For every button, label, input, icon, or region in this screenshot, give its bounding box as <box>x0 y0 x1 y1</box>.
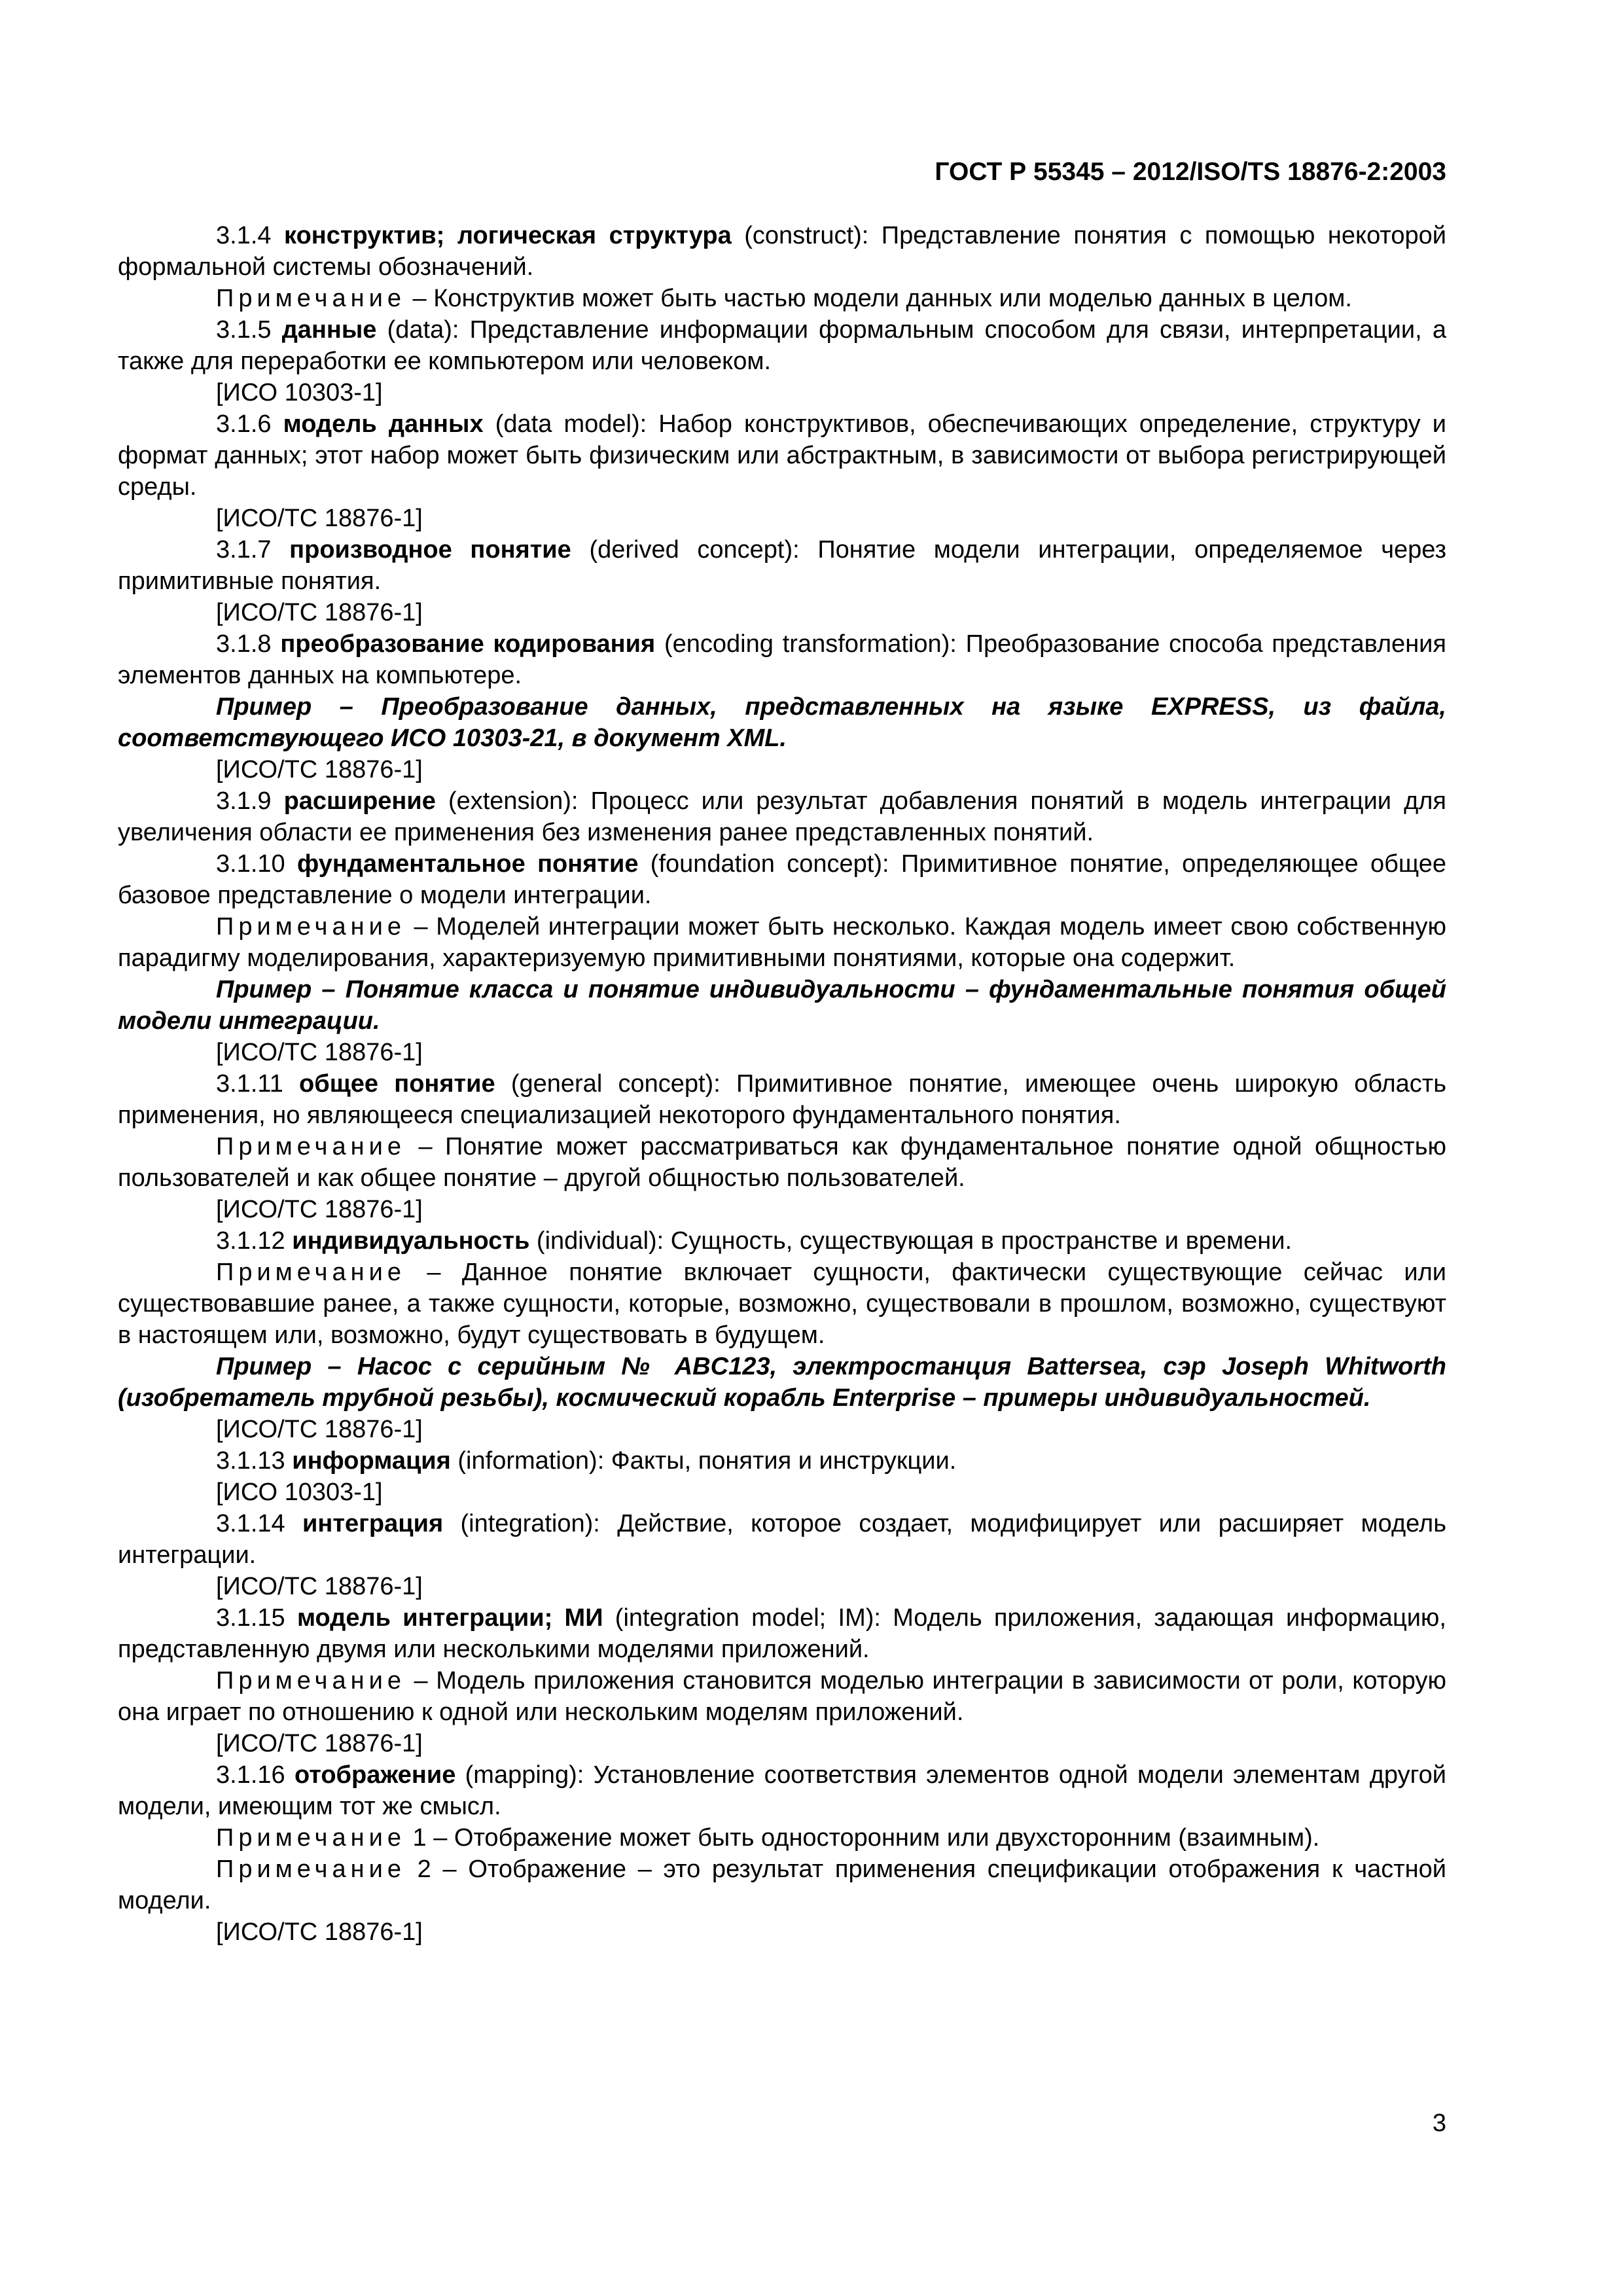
term-definition <box>118 1759 1446 1822</box>
term-description: (individual): Сущность, существующая в пространстве и времени. <box>529 1227 1293 1255</box>
term-name: расширение <box>283 787 436 815</box>
term-name: информация <box>292 1447 451 1475</box>
term-name: модель интеграции; МИ <box>296 1604 603 1632</box>
term-number: 3.1.9 <box>216 787 284 815</box>
note-label: Примечание <box>216 1133 406 1160</box>
document-body <box>118 220 1446 1948</box>
term-definition <box>118 628 1446 691</box>
term-number: 3.1.11 <box>216 1070 300 1098</box>
reference-line: [ИСО 10303-1] <box>216 379 383 406</box>
reference-line: [ИСО/ТС 18876-1] <box>216 1730 423 1757</box>
note-label: Примечание <box>216 1856 406 1883</box>
note-text: – Данное понятие включает сущности, фактически существующие сейчас или существовавшие ранее, а также сущности, которые, возможно, существовали в прошлом, возможно, существуют в настоящем или, возможно, будут существовать в будущем. <box>118 1259 1446 1349</box>
note-paragraph <box>118 283 1446 314</box>
term-description: (encoding transformation): Преобразование способа представления элементов данных на компьютере. <box>118 630 1446 689</box>
reference-line: [ИСО/ТС 18876-1] <box>216 505 423 532</box>
example-paragraph: Пример – Преобразование данных, представленных на языке EXPRESS, из файла, соответствующего ИСО 10303-21, в документ XML. <box>118 693 1446 752</box>
document-header: ГОСТ Р 55345 – 2012/ISO/TS 18876-2:2003 <box>935 158 1446 186</box>
term-name: конструктив; логическая структура <box>284 222 732 249</box>
note-text: – Понятие может рассматриваться как фундаментальное понятие одной общностью пользователей и как общее понятие – другой общностью пользователей. <box>118 1133 1446 1192</box>
term-name: отображение <box>294 1761 456 1789</box>
note-paragraph <box>118 1131 1446 1194</box>
term-number: 3.1.15 <box>216 1604 297 1632</box>
reference-line: [ИСО/ТС 18876-1] <box>216 1196 423 1223</box>
term-definition <box>118 220 1446 283</box>
term-definition <box>118 1445 1446 1477</box>
reference-line: [ИСО/ТС 18876-1] <box>216 599 423 626</box>
term-definition <box>118 1508 1446 1571</box>
term-description: (extension): Процесс или результат добавления понятий в модель интеграции для увеличения области ее применения без изменения ранее представленных понятий. <box>118 787 1446 846</box>
term-definition <box>118 1068 1446 1131</box>
note-label: Примечание <box>216 285 406 312</box>
term-description: (data model): Набор конструктивов, обеспечивающих определение, структуру и формат данных; этот набор может быть физическим или абстрактным, в зависимости от выбора регистрирующей среды. <box>118 410 1446 501</box>
term-name: модель данных <box>283 410 484 438</box>
note-text: – Конструктив может быть частью модели данных или моделью данных в целом. <box>405 285 1352 312</box>
note-text: – Моделей интеграции может быть несколько. Каждая модель имеет свою собственную парадигму моделирования, характеризуемую примитивными понятиями, которые она содержит. <box>118 913 1446 972</box>
term-description: (data): Представление информации формальным способом для связи, интерпретации, а также для переработки ее компьютером или человеком. <box>118 316 1446 375</box>
term-number: 3.1.5 <box>216 316 282 344</box>
term-definition <box>118 848 1446 911</box>
term-description: (general concept): Примитивное понятие, имеющее очень широкую область применения, но являющееся специализацией некоторого фундаментального понятия. <box>118 1070 1446 1129</box>
term-name: индивидуальность <box>292 1227 530 1255</box>
page-number: 3 <box>1432 2109 1446 2137</box>
note-paragraph <box>118 1665 1446 1728</box>
term-description: (information): Факты, понятия и инструкции. <box>450 1447 957 1475</box>
note-label: Примечание <box>216 1259 406 1286</box>
reference-line: [ИСО/ТС 18876-1] <box>216 756 423 783</box>
term-name: производное понятие <box>289 536 571 564</box>
term-definition <box>118 408 1446 503</box>
term-number: 3.1.12 <box>216 1227 293 1255</box>
reference-line: [ИСО/ТС 18876-1] <box>216 1573 423 1600</box>
reference-line: [ИСО/ТС 18876-1] <box>216 1039 423 1066</box>
term-number: 3.1.7 <box>216 536 290 564</box>
note-text: – Модель приложения становится моделью интеграции в зависимости от роли, которую она играет по отношению к одной или нескольким моделям приложений. <box>118 1667 1446 1726</box>
term-number: 3.1.16 <box>216 1761 294 1789</box>
note-paragraph <box>118 1854 1446 1916</box>
term-description: (foundation concept): Примитивное понятие, определяющее общее базовое представление о модели интеграции. <box>118 850 1446 909</box>
term-name: фундаментальное понятие <box>296 850 639 878</box>
term-definition <box>118 534 1446 597</box>
example-paragraph: Пример – Понятие класса и понятие индивидуальности – фундаментальные понятия общей модели интеграции. <box>118 976 1446 1035</box>
reference-line: [ИСО 10303-1] <box>216 1479 383 1506</box>
example-paragraph: Пример – Насос с серийным № ABC123, электростанция Battersea, сэр Joseph Whitworth (изобретатель трубной резьбы), космический корабль Enterprise – примеры индивидуальностей. <box>118 1353 1446 1412</box>
term-description: (mapping): Установление соответствия элементов одной модели элементам другой модели, имеющим тот же смысл. <box>118 1761 1446 1820</box>
term-definition <box>118 314 1446 377</box>
term-name: данные <box>281 316 377 344</box>
term-description: (integration): Действие, которое создает, модифицирует или расширяет модель интеграции. <box>118 1510 1446 1569</box>
term-definition <box>118 785 1446 848</box>
reference-line: [ИСО/ТС 18876-1] <box>216 1918 423 1946</box>
term-number: 3.1.4 <box>216 222 285 249</box>
note-text: 1 – Отображение может быть односторонним или двухсторонним (взаимным). <box>405 1824 1320 1852</box>
note-text: 2 – Отображение – это результат применения спецификации отображения к частной модели. <box>118 1856 1446 1914</box>
term-description: (construct): Представление понятия с помощью некоторой формальной системы обозначений. <box>118 222 1446 281</box>
term-number: 3.1.13 <box>216 1447 293 1475</box>
term-number: 3.1.6 <box>216 410 283 438</box>
note-label: Примечание <box>216 1824 406 1852</box>
term-name: общее понятие <box>299 1070 495 1098</box>
term-number: 3.1.8 <box>216 630 281 658</box>
term-description: (integration model; IM): Модель приложения, задающая информацию, представленную двумя или несколькими моделями приложений. <box>118 1604 1446 1663</box>
note-paragraph <box>118 1822 1446 1854</box>
term-name: интеграция <box>302 1510 444 1537</box>
reference-line: [ИСО/ТС 18876-1] <box>216 1416 423 1443</box>
term-name: преобразование кодирования <box>280 630 656 658</box>
note-label: Примечание <box>216 913 406 941</box>
term-definition <box>118 1602 1446 1665</box>
term-definition <box>118 1225 1446 1257</box>
term-number: 3.1.10 <box>216 850 297 878</box>
term-description: (derived concept): Понятие модели интеграции, определяемое через примитивные понятия. <box>118 536 1446 595</box>
note-paragraph <box>118 1257 1446 1351</box>
note-paragraph <box>118 911 1446 974</box>
term-number: 3.1.14 <box>216 1510 303 1537</box>
note-label: Примечание <box>216 1667 406 1695</box>
